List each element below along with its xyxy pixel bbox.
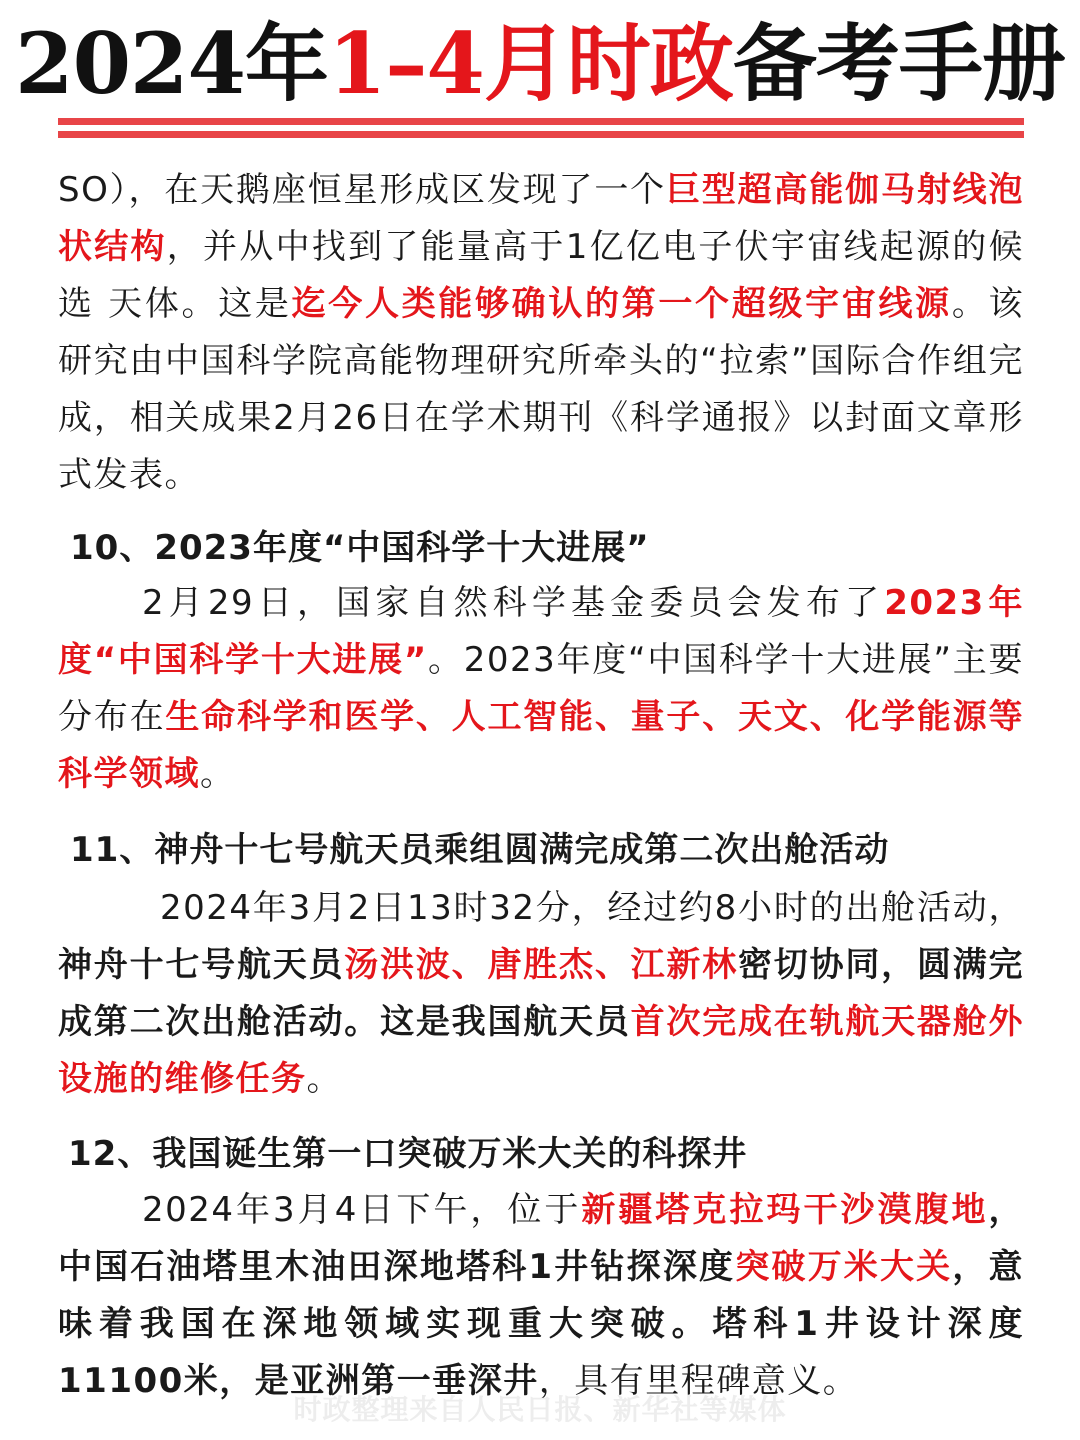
title-period: 1–4月时政 (327, 14, 733, 113)
title-year: 2024年 (15, 14, 328, 113)
item-12-paragraph (58, 1182, 1024, 1410)
item-11-text-2: 。 (306, 1059, 342, 1099)
item-10-text-2: 。2023年度“中国科学十大进展”主要分布在 (58, 640, 1024, 737)
item-10-text-1: 2月29日，国家自然科学基金委员会发布了 (142, 583, 885, 623)
item-11-highlight-1: 汤洪波、唐胜杰、江新林 (344, 945, 738, 985)
intro-text-3: 。该研究由中国科学院高能物理研究所牵头的“拉索”国际合作组完成，相关成果2月26日在学术期刊《科学通报》以封面文章形式发表。 (58, 284, 1025, 495)
title-handbook: 备考手册 (732, 14, 1065, 113)
item-11-highlight-2: 首次完成在轨航天器舱外设施的维修任务 (58, 1002, 1025, 1099)
item-12-bold-1: ，中国石油塔里木油田深地塔科1井钻探深度 (58, 1190, 1025, 1287)
title-underline-top (58, 118, 1024, 125)
item-10-heading: 10、2023年度“中国科学十大进展” (70, 528, 650, 568)
item-10-highlight-1: 2023年度“中国科学十大进展” (58, 583, 1024, 680)
intro-text-2: ，并从中找到了能量高于1亿亿电子伏宇宙线起源的候选 天体。这是 (58, 227, 1024, 324)
item-10-paragraph (58, 575, 1024, 803)
intro-highlight-1: 巨型超高能伽马射线泡状结构 (58, 170, 1025, 267)
item-10-text-3: 。 (200, 754, 236, 794)
item-12-bold-2: ，意味着我国在深地领域实现重大突破。塔科1井设计深度11100米，是亚洲第一垂深井 (58, 1247, 1025, 1401)
item-12-highlight-2: 突破万米大关 (735, 1247, 953, 1287)
item-11-heading: 11、神舟十七号航天员乘组圆满完成第二次出舱活动 (70, 830, 890, 870)
intro-text-1: SO），在天鹅座恒星形成区发现了一个 (58, 170, 667, 210)
item-11-paragraph (58, 880, 1024, 1108)
item-10-highlight-2: 生命科学和医学、人工智能、量子、天文、化学能源等科学领域 (58, 697, 1025, 794)
title-underline-bottom (58, 131, 1024, 138)
page-title (0, 14, 1080, 114)
item-11-bold-2: 密切协同，圆满完成第二次出舱活动。这是我国航天员 (58, 945, 1025, 1042)
intro-paragraph (58, 162, 1024, 504)
item-12-heading: 12、我国诞生第一口突破万米大关的科探井 (68, 1134, 748, 1174)
item-11-bold-1: 神舟十七号航天员 (58, 945, 345, 985)
item-12-text-2: ，具有里程碑意义。 (538, 1361, 859, 1401)
item-12-text-1: 2024年3月4日下午，位于 (142, 1190, 582, 1230)
intro-highlight-2: 迄今人类能够确认的第一个超级宇宙线源 (291, 284, 952, 324)
source-watermark: 时政整理来自人民日报、新华社等媒体 (293, 1393, 787, 1426)
item-11-text-1: 2024年3月2日13时32分，经过约8小时的出舱活动， (160, 888, 1024, 928)
item-12-highlight-1: 新疆塔克拉玛干沙漠腹地 (581, 1190, 989, 1230)
